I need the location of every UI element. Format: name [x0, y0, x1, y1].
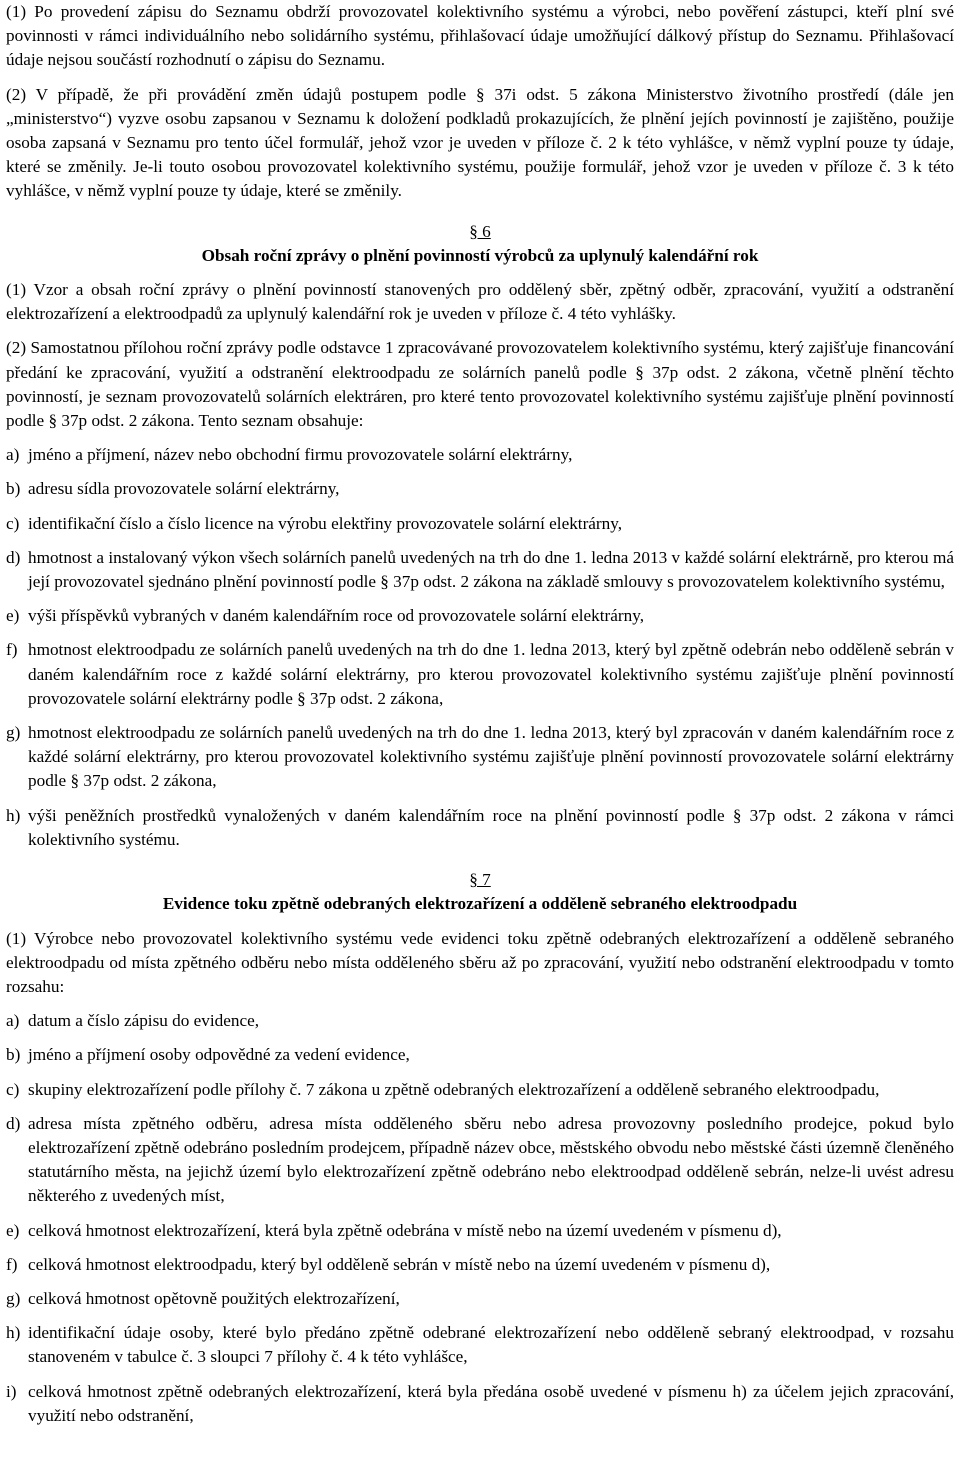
list-item: a) datum a číslo zápisu do evidence,: [6, 1011, 259, 1031]
section-6-paragraph-2: (2) Samostatnou přílohou roční zprávy podle odstavce 1 zpracovávané provozovatelem kolektivního systému, který zajišťuje financování předání ke zpracování, využití a odstranění elektroodpadu ze solárních panelů podle § 37p odst. 2 zákona, včetně plnění těchto povinností, je seznam provozovatelů solárních elektráren, pro které tento provozovatel kolektivního systému zajišťuje plnění povinností podle § 37p odst. 2 zákona. Tento seznam obsahuje:: [6, 338, 954, 431]
list-item: f) hmotnost elektroodpadu ze solárních panelů uvedených na trh do dne 1. ledna 2013, který byl zpětně odebrán nebo odděleně sebrán v daném kalendářním roce z každé solární elektrárny, pro kterou provozovatel kolektivního systému zajišťuje plnění povinností provozovatele solární elektrárny podle § 37p odst. 2 zákona,: [6, 640, 954, 708]
section-6-heading: [6, 220, 954, 268]
section-7-heading: [6, 868, 954, 916]
list-item: i) celková hmotnost zpětně odebraných elektrozařízení, která byla předána osobě uvedené v písmenu h) za účelem jejich zpracování, využití nebo odstranění,: [6, 1381, 954, 1425]
list-item: h) identifikační údaje osoby, které bylo předáno zpětně odebrané elektrozařízení nebo odděleně sebraný elektroodpad, v rozsahu stanoveném v tabulce č. 3 sloupci 7 přílohy č. 4 k této vyhlášce,: [6, 1323, 954, 1367]
list-item: g) hmotnost elektroodpadu ze solárních panelů uvedených na trh do dne 1. ledna 2013, který byl zpracován v daném kalendářním roce z každé solární elektrárny, pro kterou provozovatel kolektivního systému zajišťuje plnění povinností provozovatele solární elektrárny podle § 37p odst. 2 zákona,: [6, 723, 954, 791]
list-item: b) jméno a příjmení osoby odpovědné za vedení evidence,: [6, 1045, 410, 1065]
list-item: e) výši příspěvků vybraných v daném kalendářním roce od provozovatele solární elektrárny,: [6, 606, 644, 626]
list-item: f) celková hmotnost elektroodpadu, který byl odděleně sebrán v místě nebo na území uvedeném v písmenu d),: [6, 1254, 771, 1274]
list-item: h) výši peněžních prostředků vynaložených v daném kalendářním roce na plnění povinností podle § 37p odst. 2 zákona v rámci kolektivního systému.: [6, 805, 954, 849]
section-6-list: [6, 443, 954, 852]
paragraph-1: (1) Po provedení zápisu do Seznamu obdrží provozovatel kolektivního systému a výrobci, nebo pověření zástupci, kteří plní své povinnosti v rámci individuálního nebo solidárního systému, přihlašovací údaje umožňující dálkový přístup do Seznamu. Přihlašovací údaje nejsou součástí rozhodnutí o zápisu do Seznamu.: [6, 2, 954, 70]
section-7-title: Evidence toku zpětně odebraných elektrozařízení a odděleně sebraného elektroodpadu: [162, 894, 798, 914]
section-6-title: Obsah roční zprávy o plnění povinností výrobců za uplynulý kalendářní rok: [201, 245, 759, 265]
list-item: a) jméno a příjmení, název nebo obchodní firmu provozovatele solární elektrárny,: [6, 445, 573, 465]
list-item: d) adresa místa zpětného odběru, adresa místa odděleného sběru nebo adresa provozovny posledního prodejce, pokud bylo elektrozařízení zpětně odebráno posledním prodejcem, případně název obce, městského obvodu nebo městské části územně členěného statutárního města, na jejichž území bylo elektrozařízení zpětně odebráno nebo elektroodpad odděleně sebrán, nelze-li uvést adresu některého z uvedených míst,: [6, 1113, 954, 1206]
list-item: g) celková hmotnost opětovně použitých elektrozařízení,: [6, 1288, 400, 1308]
list-item: d) hmotnost a instalovaný výkon všech solárních panelů uvedených na trh do dne 1. ledna 2013 v každé solární elektrárně, pro kterou má její provozovatel sjednáno plnění povinností podle § 37p odst. 2 zákona na základě smlouvy s provozovatelem kolektivního systému,: [6, 547, 954, 592]
list-item: c) skupiny elektrozařízení podle přílohy č. 7 zákona u zpětně odebraných elektrozařízení a odděleně sebraného elektroodpadu,: [6, 1079, 880, 1099]
section-7-number: § 7: [469, 870, 491, 890]
section-6-number: § 6: [469, 221, 491, 241]
section-7-paragraph-1: (1) Výrobce nebo provozovatel kolektivního systému vede evidenci toku zpětně odebraných elektrozařízení a odděleně sebraného elektroodpadu od místa zpětného odběru nebo místa odděleného sběru až po zpracování, využití nebo odstranění elektroodpadu v tomto rozsahu:: [6, 928, 954, 996]
section-7-list: [6, 1009, 954, 1428]
list-item: b) adresu sídla provozovatele solární elektrárny,: [6, 479, 340, 499]
list-item: c) identifikační číslo a číslo licence na výrobu elektřiny provozovatele solární elektrárny,: [6, 513, 623, 533]
paragraph-2: (2) V případě, že při provádění změn údajů postupem podle § 37i odst. 5 zákona Ministerstvo životního prostředí (dále jen „ministerstvo“) vyzve osobu zapsanou v Seznamu k doložení podkladů prokazujících, že plnění jejích povinností je zajištěno, použije osoba zapsaná v Seznamu pro tento účel formulář, jehož vzor je uveden v příloze č. 2 k této vyhlášce, v němž vyplní pouze ty údaje, které se změnily. Je-li touto osobou provozovatel kolektivního systému, použije formulář, jehož vzor je uveden v příloze č. 3 k této vyhlášce, v němž vyplní pouze ty údaje, které se změnily.: [6, 84, 954, 201]
section-6-paragraph-1: (1) Vzor a obsah roční zprávy o plnění povinností stanovených pro oddělený sběr, zpětný odběr, zpracování, využití a odstranění elektrozařízení a elektroodpadů za uplynulý kalendářní rok je uveden v příloze č. 4 této vyhlášky.: [6, 280, 954, 324]
list-item: e) celková hmotnost elektrozařízení, která byla zpětně odebrána v místě nebo na území uvedeném v písmenu d),: [6, 1220, 782, 1240]
